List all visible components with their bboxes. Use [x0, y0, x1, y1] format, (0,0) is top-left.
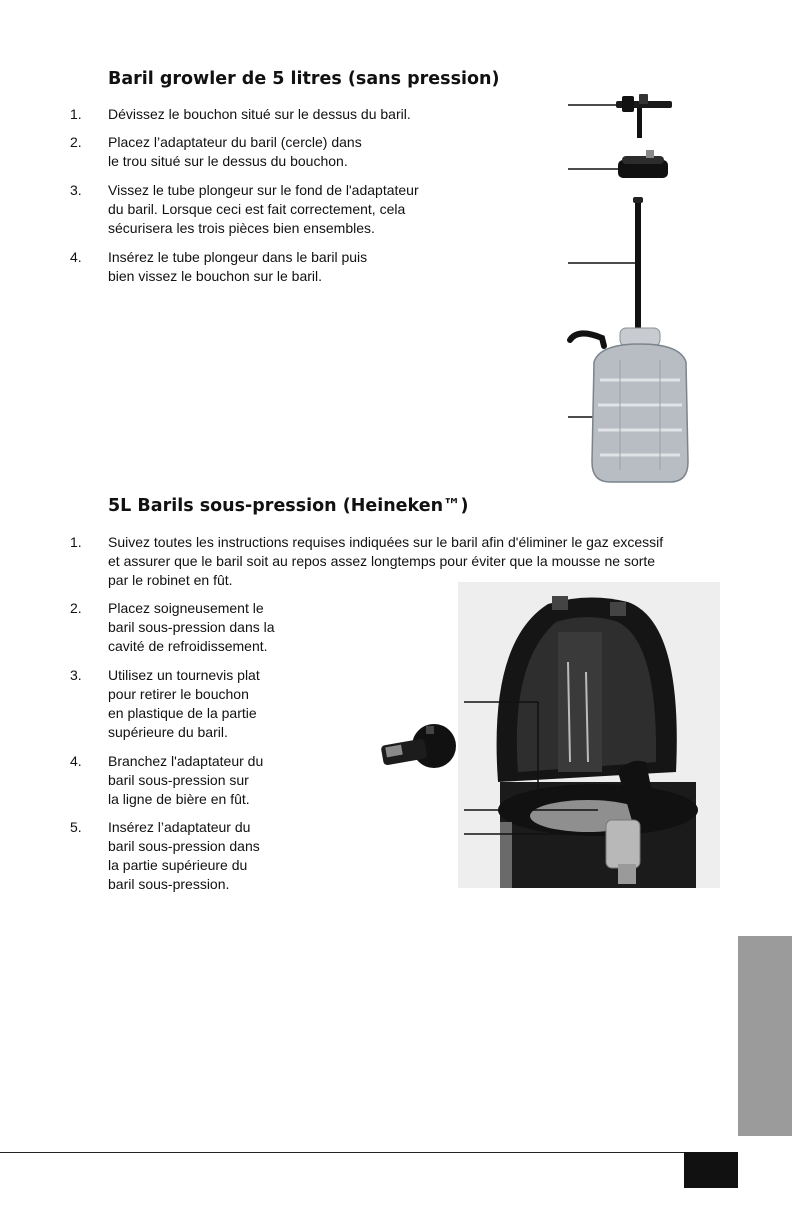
keg-adapter-part	[616, 94, 672, 138]
step-text: Placez soigneusement le baril sous-pression dans la cavité de refroidissement.	[108, 600, 275, 654]
step-text: Vissez le tube plongeur sur le fond de l'adaptateur du baril. Lorsque ceci est fait correctement, cela sécurisera les trois pièces bien ensembles.	[108, 182, 419, 236]
step-text: Placez l’adaptateur du baril (cercle) dans le trou situé sur le dessus du bouchon.	[108, 134, 362, 169]
step-number: 2.	[70, 134, 82, 150]
step-text: Utilisez un tournevis plat pour retirer le bouchon en plastique de la partie supérieure du baril.	[108, 667, 260, 740]
step-number: 3.	[70, 182, 82, 198]
step-number: 4.	[70, 753, 82, 769]
keg-cap-part	[618, 150, 668, 178]
step-number: 1.	[70, 106, 82, 122]
section-title-growler: Baril growler de 5 litres (sans pression)	[108, 69, 500, 89]
language-side-tab	[738, 936, 792, 1136]
footer-rule	[0, 1152, 738, 1153]
growler-bottle-part	[570, 328, 688, 482]
keg-dispenser-photo	[458, 582, 720, 888]
page-number-box	[684, 1152, 738, 1188]
plastic-cap-illustration	[372, 712, 462, 782]
step-text: Suivez toutes les instructions requises indiquées sur le baril afin d'éliminer le gaz excessif et assurer que le baril soit au repos assez longtemps pour éviter que la mousse ne sorte par le robinet en fût.	[108, 534, 664, 588]
step-text: Insérez l’adaptateur du baril sous-pression dans la partie supérieure du baril sous-pression.	[108, 819, 260, 892]
growler-parts-illustration	[560, 90, 700, 490]
step-number: 4.	[70, 249, 82, 265]
step-text: Branchez l'adaptateur du baril sous-pression sur la ligne de bière en fût.	[108, 753, 264, 807]
step-number: 2.	[70, 600, 82, 616]
section-title-pressurized-keg: 5L Barils sous-pression (Heineken™)	[108, 496, 469, 516]
dip-tube-part	[633, 197, 643, 345]
step-number: 5.	[70, 819, 82, 835]
step-text: Dévissez le bouchon situé sur le dessus du baril.	[108, 106, 411, 122]
step-text: Insérez le tube plongeur dans le baril puis bien vissez le bouchon sur le baril.	[108, 249, 368, 284]
step-number: 3.	[70, 667, 82, 683]
step-number: 1.	[70, 534, 82, 550]
